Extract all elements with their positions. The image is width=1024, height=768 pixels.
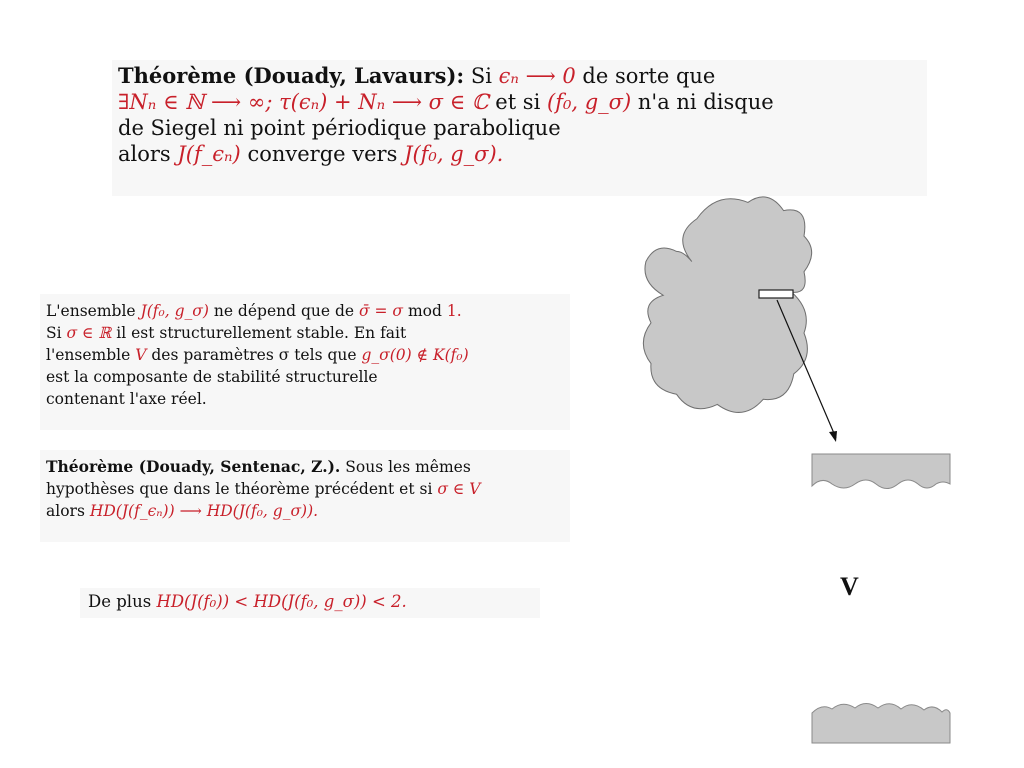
para-math: g_σ(0) ∉ K(f₀) xyxy=(361,346,469,364)
theorem1-text: converge vers xyxy=(247,142,398,166)
theorem1-line-2 xyxy=(118,89,921,115)
deplus-math: HD(J(f₀)) < HD(J(f₀, g_σ)) < 2. xyxy=(156,592,407,611)
para-text: L'ensemble xyxy=(46,302,136,320)
theorem-douady-sentenac xyxy=(40,450,570,542)
para-text: des paramètres σ tels que xyxy=(151,346,357,364)
para-text: Si xyxy=(46,324,62,342)
theorem1-line-4 xyxy=(118,141,921,167)
theorem1-math: J(f₀, g_σ). xyxy=(404,142,504,166)
theorem2-math: σ ∈ V xyxy=(437,480,481,498)
theorem1-line-1 xyxy=(118,63,921,89)
theorem2-text: alors xyxy=(46,502,85,520)
para-text: il est structurellement stable. En fait xyxy=(116,324,407,342)
para-math: V xyxy=(135,346,147,364)
theorem1-text: n'a ni disque xyxy=(637,90,774,114)
theorem1-line-3: de Siegel ni point périodique parabolique xyxy=(118,116,561,140)
theorem1-text: alors xyxy=(118,142,171,166)
theorem1-text: et si xyxy=(495,90,541,114)
lower-boundary-strip xyxy=(812,704,950,744)
theorem1-math: ϵₙ ⟶ 0 xyxy=(498,64,576,88)
para-math: σ̄ = σ xyxy=(359,302,404,320)
para-text: l'ensemble xyxy=(46,346,131,364)
dimension-inequality xyxy=(80,588,540,618)
theorem1-math: J(f_ϵₙ) xyxy=(177,142,241,166)
julia-set-body xyxy=(643,197,811,413)
zoom-arrow-head xyxy=(829,431,837,442)
julia-set-figure xyxy=(600,180,980,760)
para-text: mod xyxy=(407,302,442,320)
theorem2-text: Sous les mêmes xyxy=(345,458,471,476)
theorem2-line-1 xyxy=(46,456,564,478)
para-line-2 xyxy=(46,322,564,344)
theorem1-math: ∃Nₙ ∈ ℕ ⟶ ∞; τ(ϵₙ) + Nₙ ⟶ σ ∈ ℂ xyxy=(118,90,489,114)
theorem1-text: de sorte que xyxy=(582,64,716,88)
theorem2-line-2 xyxy=(46,478,564,500)
theorem-douady-lavaurs xyxy=(112,60,927,196)
deplus-text: De plus xyxy=(88,592,152,611)
para-line-3 xyxy=(46,344,564,366)
theorem2-heading: Théorème (Douady, Sentenac, Z.). xyxy=(46,457,341,476)
julia-set-shape xyxy=(643,197,811,413)
stability-paragraph xyxy=(40,294,570,430)
theorem2-text: hypothèses que dans le théorème précédent et si xyxy=(46,480,433,498)
para-math: σ ∈ ℝ xyxy=(66,324,112,342)
upper-boundary-strip xyxy=(812,454,950,489)
para-line-1 xyxy=(46,300,564,322)
para-math: J(f₀, g_σ) xyxy=(140,302,209,320)
para-text: ne dépend que de xyxy=(213,302,355,320)
zoom-region-marker xyxy=(759,290,793,298)
theorem1-text: Si xyxy=(470,64,492,88)
para-math: 1. xyxy=(446,302,462,320)
v-label: V xyxy=(840,572,859,601)
theorem2-line-3 xyxy=(46,500,564,522)
theorem1-heading: Théorème (Douady, Lavaurs): xyxy=(118,63,465,88)
para-line-5: contenant l'axe réel. xyxy=(46,390,207,408)
theorem1-math: (f₀, g_σ) xyxy=(547,90,632,114)
para-line-4: est la composante de stabilité structurelle xyxy=(46,368,378,386)
theorem2-math: HD(J(f_ϵₙ)) ⟶ HD(J(f₀, g_σ)). xyxy=(89,502,319,520)
